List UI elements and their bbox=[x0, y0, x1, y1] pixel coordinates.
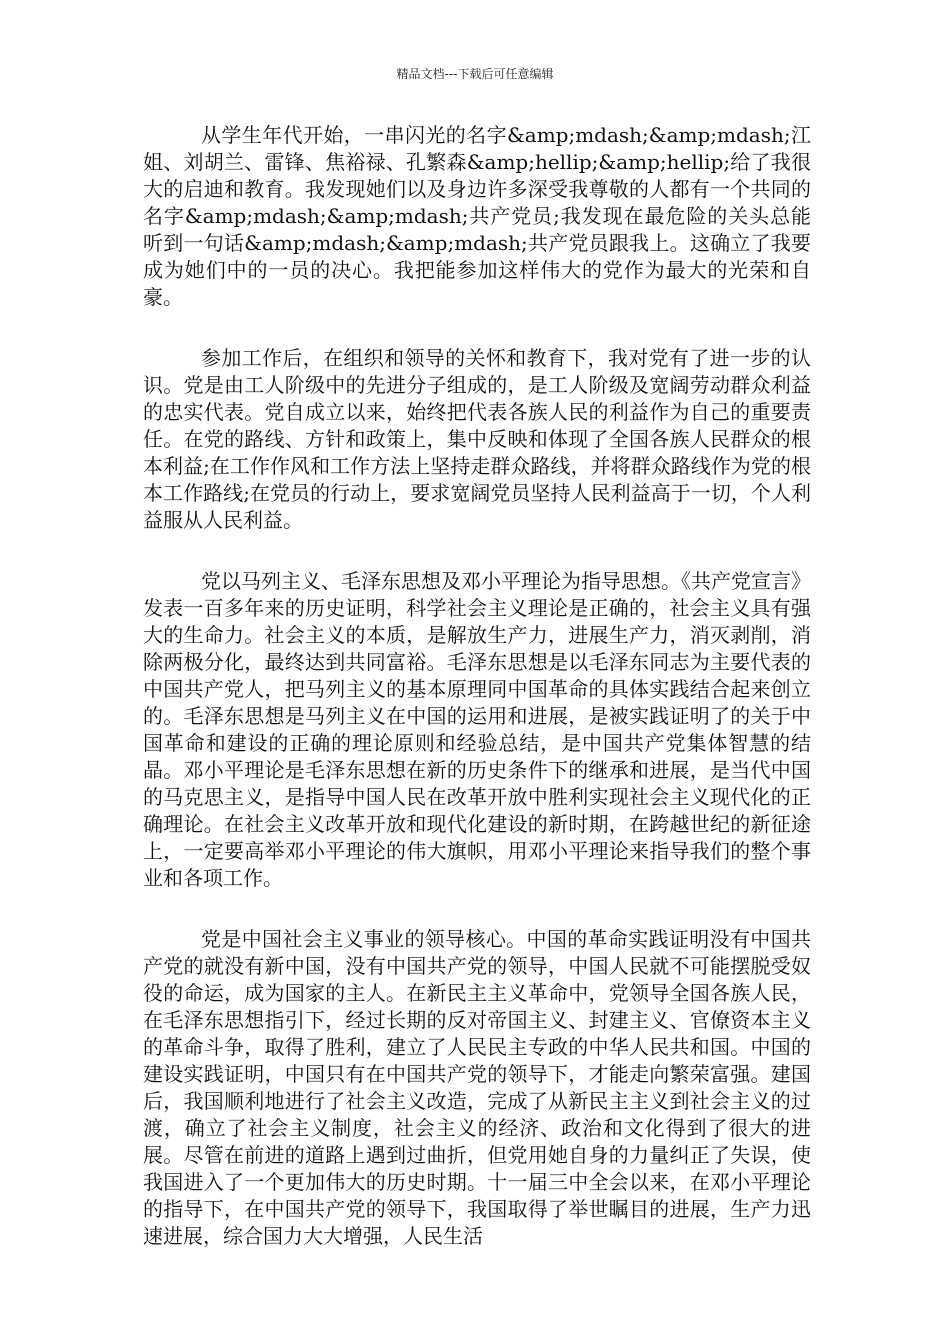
paragraph: 从学生年代开始，一串闪光的名字&amp;mdash;&amp;mdash;江姐、刘胡兰、雷锋、焦裕禄、孔繁森&amp;hellip;&amp;hellip;给了我很大的启迪和教育。我发现她们以及身边许多深受我尊敬的人都有一个共同的名字&amp;mdash;&amp;mdash;共产党员;我发现在最危险的关头总能听到一句话&amp;mdash;&amp;mdash;共产党员跟我上。这确立了我要成为她们中的一员的决心。我把能参加这样伟大的党作为最大的光荣和自豪。 bbox=[143, 123, 811, 309]
paragraph: 党是中国社会主义事业的领导核心。中国的革命实践证明没有中国共产党的就没有新中国，没有中国共产党的领导，中国人民就不可能摆脱受奴役的命运，成为国家的主人。在新民主主义革命中，党领导全国各族人民，在毛泽东思想指引下，经过长期的反对帝国主义、封建主义、官僚资本主义的革命斗争，取得了胜利，建立了人民民主专政的中华人民共和国。中国的建设实践证明，中国只有在中国共产党的领导下，才能走向繁荣富强。建国后，我国顺利地进行了社会主义改造，完成了从新民主主义到社会主义的过渡，确立了社会主义制度，社会主义的经济、政治和文化得到了很大的进展。尽管在前进的道路上遇到过曲折，但党用她自身的力量纠正了失误，使我国进入了一个更加伟大的历史时期。十一届三中全会以来，在邓小平理论的指导下，在中国共产党的领导下，我国取得了举世瞩目的进展，生产力迅速进展，综合国力大大增强，人民生活 bbox=[143, 927, 811, 1248]
page-header: 精品文档---下载后可任意编辑 bbox=[396, 67, 554, 81]
paragraph: 党以马列主义、毛泽东思想及邓小平理论为指导思想。《共产党宣言》发表一百多年来的历史证明，科学社会主义理论是正确的，社会主义具有强大的生命力。社会主义的本质，是解放生产力，进展生产力，消灭剥削，消除两极分化，最终达到共同富裕。毛泽东思想是以毛泽东同志为主要代表的中国共产党人，把马列主义的基本原理同中国革命的具体实践结合起来创立的。毛泽东思想是马列主义在中国的运用和进展，是被实践证明了的关于中国革命和建设的正确的理论原则和经验总结，是中国共产党集体智慧的结晶。邓小平理论是毛泽东思想在新的历史条件下的继承和进展，是当代中国的马克思主义，是指导中国人民在改革开放中胜利实现社会主义现代化的正确理论。在社会主义改革开放和现代化建设的新时期，在跨越世纪的新征途上，一定要高举邓小平理论的伟大旗帜，用邓小平理论来指导我们的整个事业和各项工作。 bbox=[143, 569, 811, 890]
document-body bbox=[143, 122, 811, 1284]
paragraph: 参加工作后，在组织和领导的关怀和教育下，我对党有了进一步的认识。党是由工人阶级中的先进分子组成的，是工人阶级及宽阔劳动群众利益的忠实代表。党自成立以来，始终把代表各族人民的利益作为自己的重要责任。在党的路线、方针和政策上，集中反映和体现了全国各族人民群众的根本利益;在工作作风和工作方法上坚持走群众路线，并将群众路线作为党的根本工作路线;在党员的行动上，要求宽阔党员坚持人民利益高于一切，个人利益服从人民利益。 bbox=[143, 346, 811, 532]
